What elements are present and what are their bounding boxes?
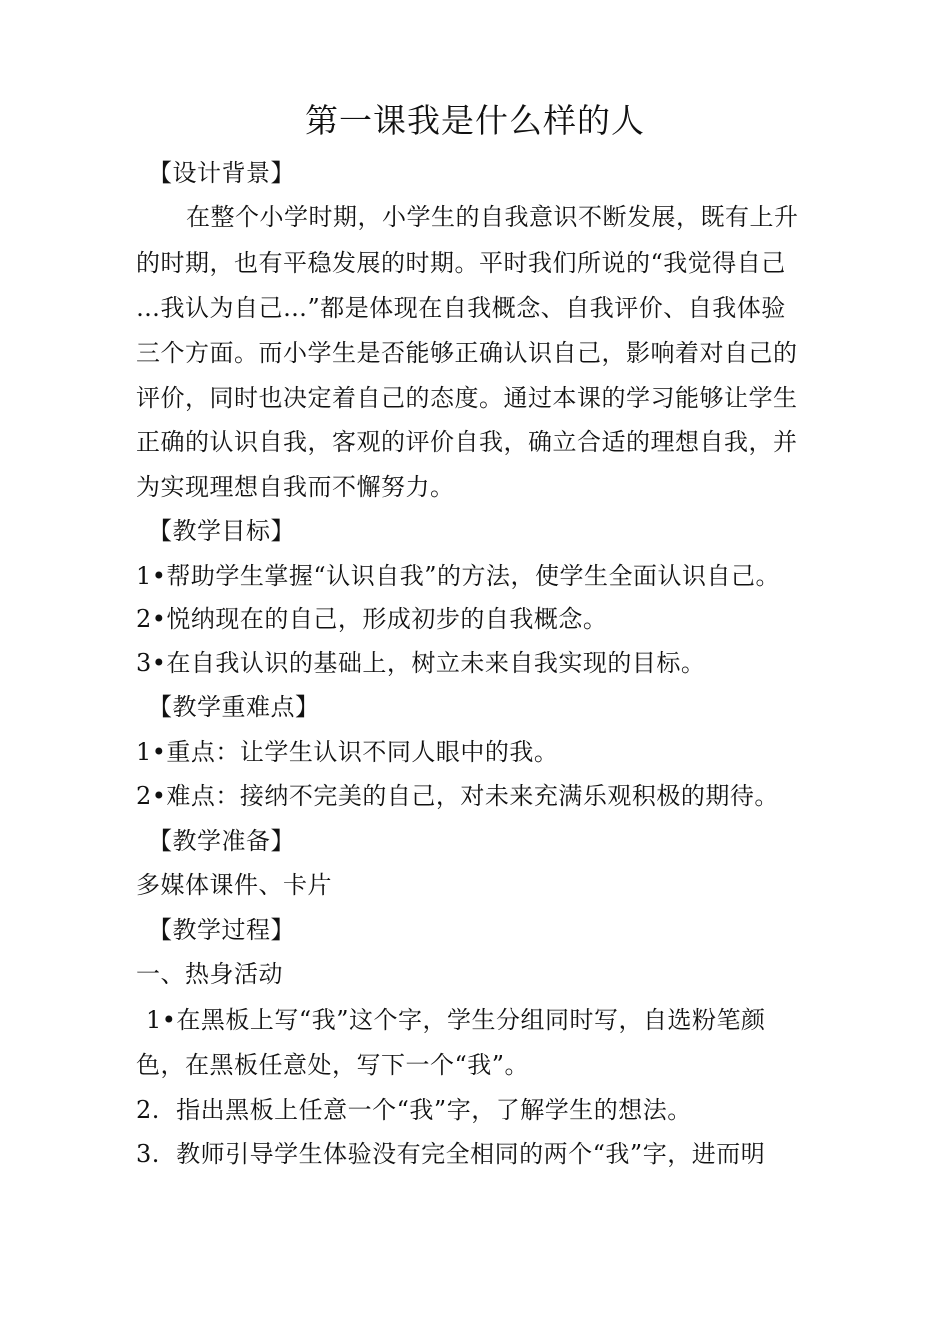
list-item: 色，在黑板任意处，写下一个“我”。 (136, 1051, 530, 1079)
list-item: 2•悦纳现在的自己，形成初步的自我概念。 (136, 605, 608, 633)
paragraph-line: 的时期，也有平稳发展的时期。平时我们所说的“我觉得自己 (136, 249, 786, 277)
list-item: 1•重点：让学生认识不同人眼中的我。 (136, 738, 559, 766)
process-subheading: 一、热身活动 (136, 960, 283, 988)
list-item: 1•帮助学生掌握“认识自我”的方法，使学生全面认识自己。 (136, 562, 780, 590)
section-heading-key-points: 【教学重难点】 (148, 693, 320, 721)
section-heading-process: 【教学过程】 (148, 916, 295, 944)
preparation-text: 多媒体课件、卡片 (136, 871, 332, 899)
section-heading-goals: 【教学目标】 (148, 517, 295, 545)
paragraph-line: 为实现理想自我而不懈努力。 (136, 473, 455, 501)
section-heading-preparation: 【教学准备】 (148, 827, 295, 855)
list-item: 3. 教师引导学生体验没有完全相同的两个“我”字，进而明 (136, 1140, 766, 1168)
paragraph-line: 在整个小学时期，小学生的自我意识不断发展，既有上升 (186, 203, 799, 231)
paragraph-line: 三个方面。而小学生是否能够正确认识自己，影响着对自己的 (136, 339, 798, 367)
paragraph-line: 正确的认识自我，客观的评价自我，确立合适的理想自我，并 (136, 428, 798, 456)
list-item: 1•在黑板上写“我”这个字，学生分组同时写，自选粉笔颜 (146, 1006, 766, 1034)
list-item: 3•在自我认识的基础上，树立未来自我实现的目标。 (136, 649, 706, 677)
paragraph-line: 评价，同时也决定着自己的态度。通过本课的学习能够让学生 (136, 384, 798, 412)
list-item: 2. 指出黑板上任意一个“我”字，了解学生的想法。 (136, 1096, 692, 1124)
list-item: 2•难点：接纳不完美的自己，对未来充满乐观积极的期待。 (136, 782, 779, 810)
section-heading-background: 【设计背景】 (148, 159, 295, 187)
paragraph-line: …我认为自己…”都是体现在自我概念、自我评价、自我体验 (136, 294, 786, 322)
document-title: 第一课我是什么样的人 (305, 101, 645, 140)
